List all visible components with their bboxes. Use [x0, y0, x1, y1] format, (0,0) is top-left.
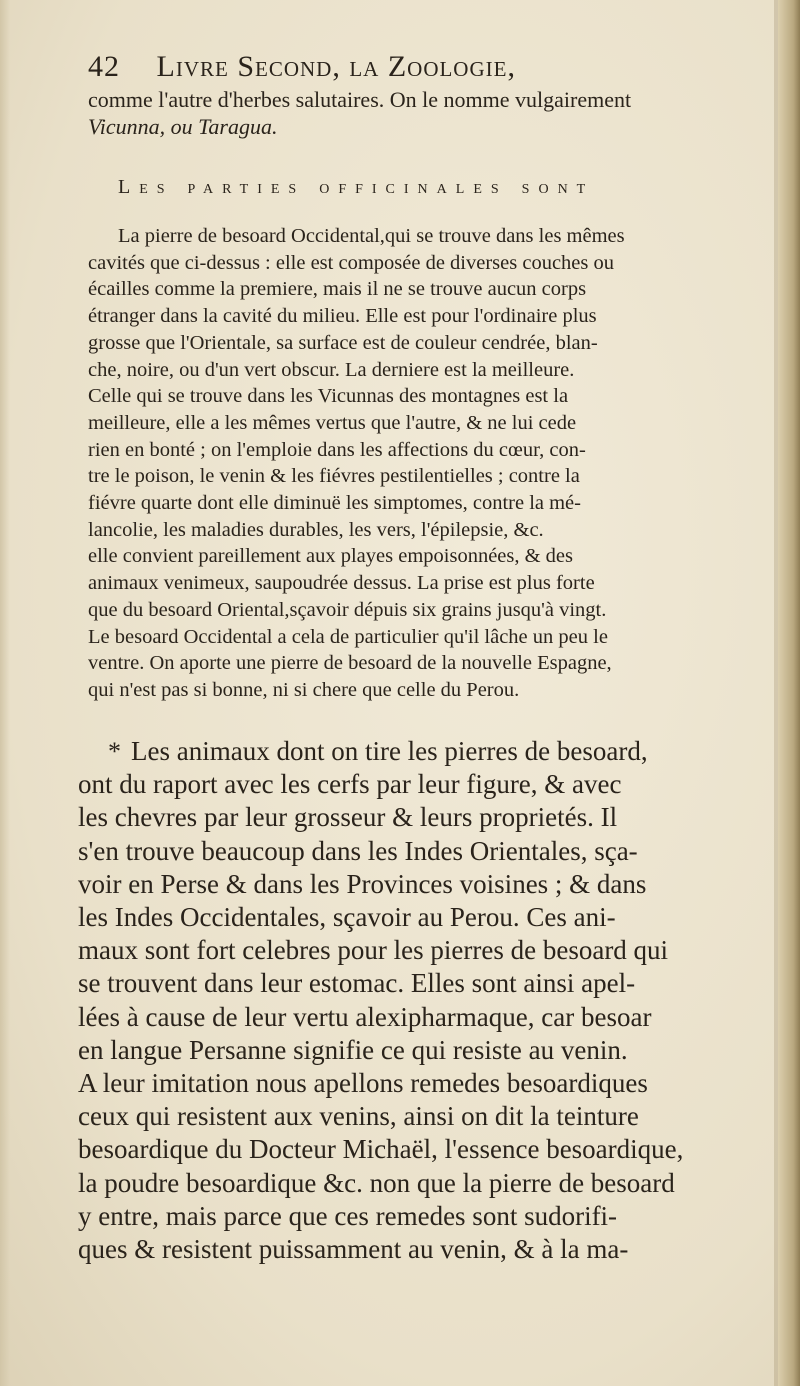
text-line: étranger dans la cavité du milieu. Elle est pour l'ordinaire plus [88, 305, 597, 328]
text-line: fiévre quarte dont elle diminuë les simptomes, contre la mé- [88, 492, 581, 515]
text-line: que du besoard Oriental,sçavoir dépuis six grains jusqu'à vingt. [88, 598, 607, 621]
text-line: Celle qui se trouve dans les Vicunnas des montagnes est la [88, 385, 569, 408]
continuation-text [88, 86, 750, 140]
text-line: qui n'est pas si bonne, ni si chere que celle du Perou. [88, 678, 520, 701]
text-line: maux sont fort celebres pour les pierres de besoard qui [78, 935, 669, 966]
text-line: che, noire, ou d'un vert obscur. La derniere est la meilleure. [88, 358, 575, 381]
text-line: y entre, mais parce que ces remedes sont sudorifi- [78, 1200, 618, 1231]
note-marker: * [108, 737, 121, 766]
text-line: les chevres par leur grosseur & leurs proprietés. Il [78, 802, 618, 833]
text-line: cavités que ci-dessus : elle est composée de diverses couches ou [88, 251, 614, 274]
text-line: tre le poison, le venin & les fiévres pestilentielles ; contre la [88, 465, 580, 488]
text-line: la poudre besoardique &c. non que la pierre de besoard [78, 1167, 675, 1198]
text-line: A leur imitation nous apellons remedes besoardiques [78, 1068, 648, 1099]
text-line: lées à cause de leur vertu alexipharmaque, car besoar [78, 1001, 652, 1032]
text-line: écailles comme la premiere, mais il ne se trouve aucun corps [88, 278, 587, 301]
text-line: en langue Persanne signifie ce qui resiste au venin. [78, 1034, 628, 1065]
text-line: meilleure, elle a les mêmes vertus que l'autre, & ne lui cede [88, 411, 577, 434]
text-line-content: Les animaux dont on tire les pierres de besoard, [131, 736, 648, 766]
page-number: 42 [88, 50, 120, 83]
paragraph-besoard-occidental [88, 223, 750, 704]
paragraph-animaux-besoard [78, 735, 768, 1266]
text-line [78, 735, 768, 768]
text-line: lancolie, les maladies durables, les vers, l'épilepsie, &c. [88, 518, 544, 541]
text-line: se trouvent dans leur estomac. Elles sont ainsi apel- [78, 968, 636, 999]
text-line: s'en trouve beaucoup dans les Indes Orientales, sça- [78, 835, 638, 866]
text-line: ventre. On aporte une pierre de besoard de la nouvelle Espagne, [88, 652, 612, 675]
text-line: ceux qui resistent aux venins, ainsi on dit la teinture [78, 1101, 639, 1132]
text-line: Le besoard Occidental a cela de particulier qu'il lâche un peu le [88, 625, 608, 648]
text-line: La pierre de besoard Occidental,qui se trouve dans les mêmes [118, 225, 625, 247]
text-line: comme l'autre d'herbes salutaires. On le nomme vulgairement [88, 87, 632, 112]
text-line: rien en bonté ; on l'emploie dans les affections du cœur, con- [88, 438, 586, 461]
section-heading: Les parties officinales sont [118, 176, 595, 198]
text-line: ques & resistent puissamment au venin, & à la ma- [78, 1234, 629, 1265]
text-line: voir en Perse & dans les Provinces voisines ; & dans [78, 868, 647, 899]
text-line: grosse que l'Orientale, sa surface est de couleur cendrée, blan- [88, 331, 598, 354]
running-head [88, 50, 688, 84]
running-title: Livre Second, la Zoologie, [156, 50, 516, 83]
text-line: animaux venimeux, saupoudrée dessus. La prise est plus forte [88, 572, 595, 595]
page-edge [778, 0, 800, 1386]
text-line: besoardique du Docteur Michaël, l'essence besoardique, [78, 1134, 684, 1165]
gutter-shadow [0, 0, 10, 1386]
text-line: ont du raport avec les cerfs par leur figure, & avec [78, 769, 622, 800]
text-line: les Indes Occidentales, sçavoir au Perou. Ces ani- [78, 902, 616, 933]
text-line: Vicunna, ou Taragua. [88, 114, 278, 139]
text-line: elle convient pareillement aux playes empoisonnées, & des [88, 545, 574, 568]
